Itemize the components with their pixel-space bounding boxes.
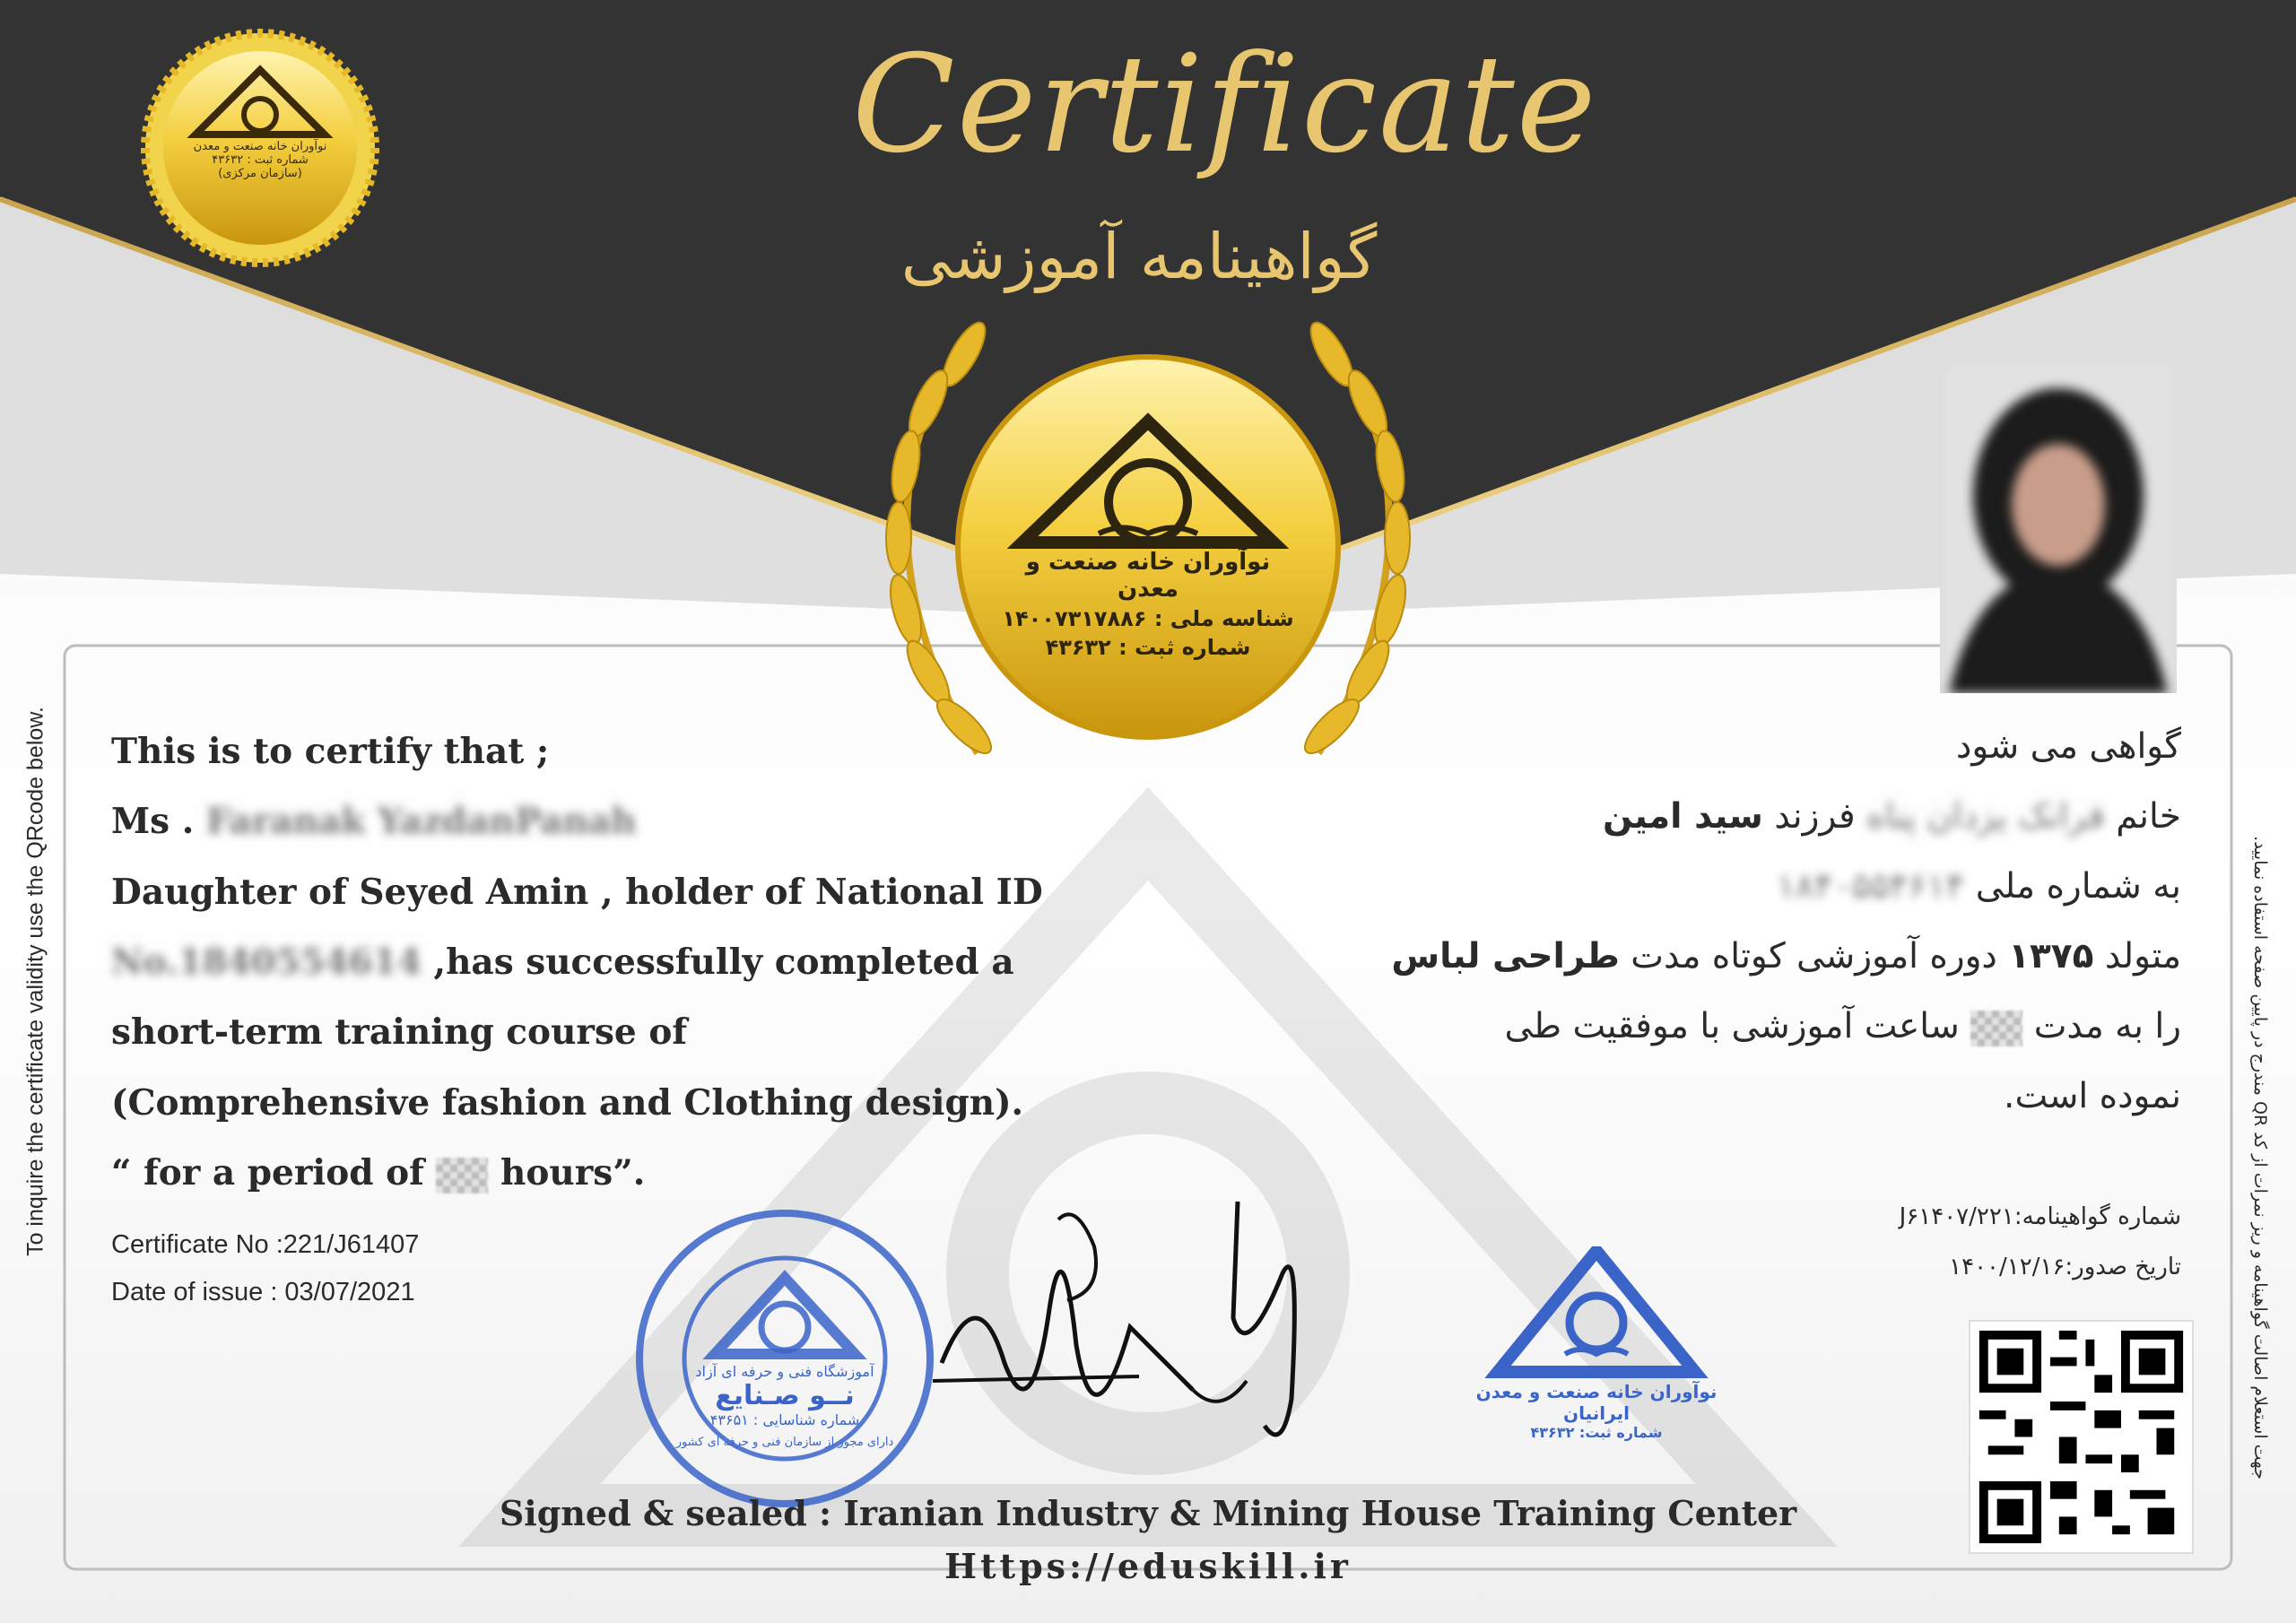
en-certify-line: This is to certify that ; <box>111 731 550 772</box>
top-seal-line3: (سازمان مرکزی) <box>218 167 302 180</box>
en-id-line <box>111 942 1014 983</box>
top-seal-line2: شماره ثبت : ۴۳۶۳۲ <box>212 153 309 167</box>
en-daughter-line: Daughter of Seyed Amin , holder of National ID <box>111 872 1043 913</box>
fa-hours-line <box>1505 1006 2182 1046</box>
fa-national-id: ۱۸۴۰۵۵۴۶۱۴ <box>1776 866 1965 907</box>
house-logo-icon <box>1480 1246 1713 1381</box>
fa-id-line <box>1777 866 2181 907</box>
signatures-icon <box>924 1166 1480 1462</box>
title-script: Certificate <box>852 27 1598 183</box>
stamp-left-top: آموزشگاه فنی و حرفه ای آزاد <box>695 1363 874 1380</box>
en-hours-suffix: hours”. <box>500 1152 646 1193</box>
en-date-of-issue: Date of issue : 03/07/2021 <box>111 1278 415 1306</box>
top-seal-text <box>179 140 341 180</box>
stamp-left-bottom: دارای مجوز از سازمان فنی و حرفه ای کشور <box>675 1436 894 1449</box>
portrait-image <box>1940 361 2177 693</box>
en-course-line: short-term training course of <box>111 1011 688 1053</box>
fa-certify-line: گواهی می شود <box>1955 726 2181 767</box>
side-inquiry-text-en: To inquire the certificate validity use the QRcode below. <box>22 707 48 1256</box>
top-seal-line1: نوآوران خانه صنعت و معدن <box>193 140 327 153</box>
stamp-right-line2: شماره ثبت: ۴۳۶۳۲ <box>1530 1424 1663 1441</box>
fa-name-line <box>1603 796 2181 837</box>
en-id-line-rest: ,has successfully completed a <box>421 942 1014 983</box>
en-ms-prefix: Ms . <box>111 801 195 842</box>
center-seal-line3: شماره ثبت : ۴۳۶۳۲ <box>1045 635 1251 660</box>
fa-father-name: سید امین <box>1603 796 1763 837</box>
center-seal-text <box>996 549 1300 660</box>
en-certificate-number: Certificate No :221/J61407 <box>111 1230 420 1259</box>
institute-stamp-text <box>659 1363 910 1449</box>
fa-certificate-number: شماره گواهینامه:۲۲۱/J۶۱۴۰۷ <box>1899 1203 2181 1230</box>
fa-born-prefix: متولد <box>2104 936 2181 976</box>
stamp-right-line1: نوآوران خانه صنعت و معدن ایرانیان <box>1475 1381 1718 1424</box>
fa-birth-year: ۱۳۷۵ <box>2008 936 2094 976</box>
en-hours-prefix: “ for a period of <box>111 1152 424 1193</box>
en-course-name: (Comprehensive fashion and Clothing design). <box>111 1082 1024 1124</box>
fa-course-type: دوره آموزشی کوتاه مدت <box>1631 936 1997 976</box>
fa-student-name: فرانک یزدان پناه <box>1866 796 2105 837</box>
house-logo-text <box>1444 1381 1749 1441</box>
portrait-photo <box>1940 361 2177 693</box>
fa-date-of-issue: تاریخ صدور:۱۴۰۰/۱۲/۱۶ <box>1949 1254 2181 1280</box>
en-student-name: Faranak YazdanPanah <box>205 801 637 842</box>
title-persian: گواهینامه آموزشی <box>900 220 1378 293</box>
institute-stamp-icon <box>632 1206 937 1511</box>
fa-hours-prefix: را به مدت <box>2033 1006 2181 1046</box>
fa-course-name: طراحی لباس <box>1391 936 1620 976</box>
footer-signed-line: Signed & sealed : Iranian Industry & Mining House Training Center <box>499 1493 1797 1533</box>
en-hours-line <box>111 1152 645 1193</box>
footer-url[interactable]: Https://eduskill.ir <box>944 1546 1352 1586</box>
center-medallion-icon <box>958 357 1338 737</box>
stamp-left-code: شماره شناسایی : ۴۳۶۵۱ <box>709 1411 860 1428</box>
center-seal-line2: شناسه ملی : ۱۴۰۰۷۳۱۷۸۸۶ <box>1002 606 1294 631</box>
center-seal-line1: نوآوران خانه صنعت و معدن <box>1025 549 1271 603</box>
fa-hours-redacted <box>1970 1011 2022 1046</box>
en-hours-redacted <box>436 1158 488 1193</box>
fa-prefix: خانم <box>2116 796 2181 837</box>
fa-id-prefix: به شماره ملی <box>1975 866 2181 907</box>
fa-completed-line: نموده است. <box>2004 1076 2181 1116</box>
fa-hours-suffix: ساعت آموزشی با موفقیت طی <box>1504 1006 1960 1046</box>
side-inquiry-text-fa: جهت استعلام اصالت گواهینامه و ریز نمرات از کد QR مندرج در پایین صفحه استفاده نمایید. <box>2250 836 2270 1480</box>
stamp-left-name: نــو صـنایع <box>715 1380 855 1411</box>
fa-child-of: فرزند <box>1774 796 1856 837</box>
en-national-id: No.1840554614 <box>111 942 422 983</box>
fa-course-line <box>1391 936 2181 976</box>
en-name-line <box>111 801 636 842</box>
